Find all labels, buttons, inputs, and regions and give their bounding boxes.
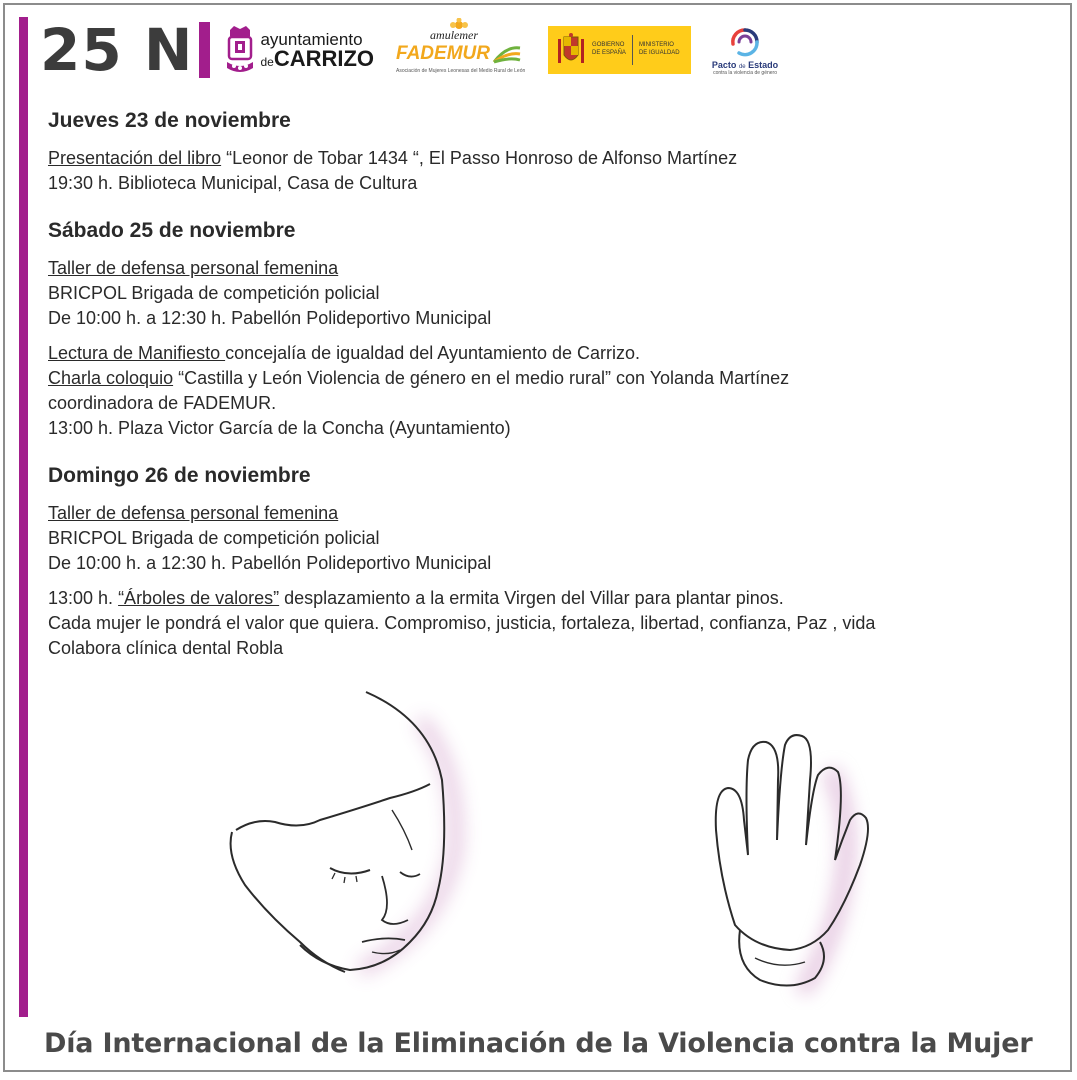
- event-taller-domingo: [48, 501, 1048, 576]
- fademur-field-icon: [492, 44, 522, 64]
- fademur-name: FADEMUR: [396, 43, 490, 64]
- event-time: 13:00 h.: [48, 588, 119, 608]
- event-line: 19:30 h. Biblioteca Municipal, Casa de Cultura: [48, 173, 418, 193]
- pacto-subtitle: contra la violencia de género: [713, 70, 777, 76]
- logo-gobierno-espana: [548, 26, 691, 74]
- gobierno-line2: DE ESPAÑA: [592, 50, 626, 56]
- day-heading-jueves: Jueves 23 de noviembre: [48, 109, 291, 132]
- day-heading-sabado: Sábado 25 de noviembre: [48, 219, 296, 242]
- event-title-rest: desplazamiento a la ermita Virgen del Villar para plantar pinos.: [279, 588, 784, 608]
- logo-ayuntamiento-carrizo: [224, 24, 374, 76]
- event-line: De 10:00 h. a 12:30 h. Pabellón Polideportivo Municipal: [48, 308, 492, 328]
- gobierno-line1: GOBIERNO: [592, 42, 625, 49]
- event-title: Charla coloquio: [48, 368, 174, 388]
- event-title: Lectura de Manifiesto: [48, 343, 226, 363]
- event-line: coordinadora de FADEMUR.: [48, 393, 277, 413]
- footer-title: Día Internacional de la Eliminación de la Violencia contra la Mujer: [44, 1028, 1033, 1059]
- event-line: BRICPOL Brigada de competición policial: [48, 528, 380, 548]
- header: [40, 16, 800, 84]
- event-line: BRICPOL Brigada de competición policial: [48, 283, 380, 303]
- program-content: [48, 108, 1048, 671]
- ministerio-line2: DE IGUALDAD: [638, 50, 680, 56]
- event-title-rest: “Leonor de Tobar 1434 “, El Passo Honroso de Alfonso Martínez: [221, 148, 738, 168]
- fademur-top-text: amulemer: [430, 28, 479, 42]
- event-title: “Árboles de valores”: [118, 588, 280, 608]
- woman-face-line-art: [231, 692, 456, 972]
- event-manifiesto-charla: [48, 341, 1048, 441]
- carrizo-crest-icon: [224, 24, 256, 76]
- pacto-suffix: Estado: [748, 60, 779, 70]
- illustration: [0, 680, 1077, 1010]
- event-title-rest: concejalía de igualdad del Ayuntamiento de Carrizo.: [225, 343, 641, 363]
- logo-fademur: [396, 18, 526, 82]
- event-title: Presentación del libro: [48, 148, 222, 168]
- day-heading-domingo: Domingo 26 de noviembre: [48, 464, 311, 487]
- event-line: Cada mujer le pondrá el valor que quiera. Compromiso, justicia, fortaleza, libertad, confianza, Paz , vida: [48, 613, 876, 633]
- event-title: Taller de defensa personal femenina: [48, 503, 339, 523]
- header-title: 25 N: [40, 16, 194, 84]
- pacto-prefix: Pacto: [711, 60, 737, 70]
- pacto-small: de: [738, 64, 746, 70]
- event-presentacion-libro: [48, 146, 1048, 196]
- spain-coat-of-arms-icon: [556, 33, 586, 67]
- event-arboles-valores: [48, 586, 1048, 661]
- event-title: Taller de defensa personal femenina: [48, 258, 339, 278]
- event-title-rest: “Castilla y León Violencia de género en el medio rural” con Yolanda Martínez: [173, 368, 790, 388]
- carrizo-line1: ayuntamiento: [260, 29, 363, 49]
- event-line: De 10:00 h. a 12:30 h. Pabellón Polideportivo Municipal: [48, 553, 492, 573]
- logo-pacto-de-estado: [709, 24, 781, 76]
- pacto-rings-icon: [725, 24, 765, 58]
- event-line: 13:00 h. Plaza Victor García de la Concha (Ayuntamiento): [48, 418, 511, 438]
- event-line: Colabora clínica dental Robla: [48, 638, 284, 658]
- carrizo-prefix: de: [260, 54, 274, 69]
- ministerio-line1: MINISTERIO: [638, 42, 674, 49]
- carrizo-line2: CARRIZO: [273, 45, 375, 71]
- header-accent-bar: [199, 22, 210, 78]
- fademur-subtitle: Asociación de Mujeres Leonesas del Medio Rural de León: [396, 68, 526, 74]
- event-taller-sabado: [48, 256, 1048, 331]
- raised-hand-line-art: [716, 735, 868, 990]
